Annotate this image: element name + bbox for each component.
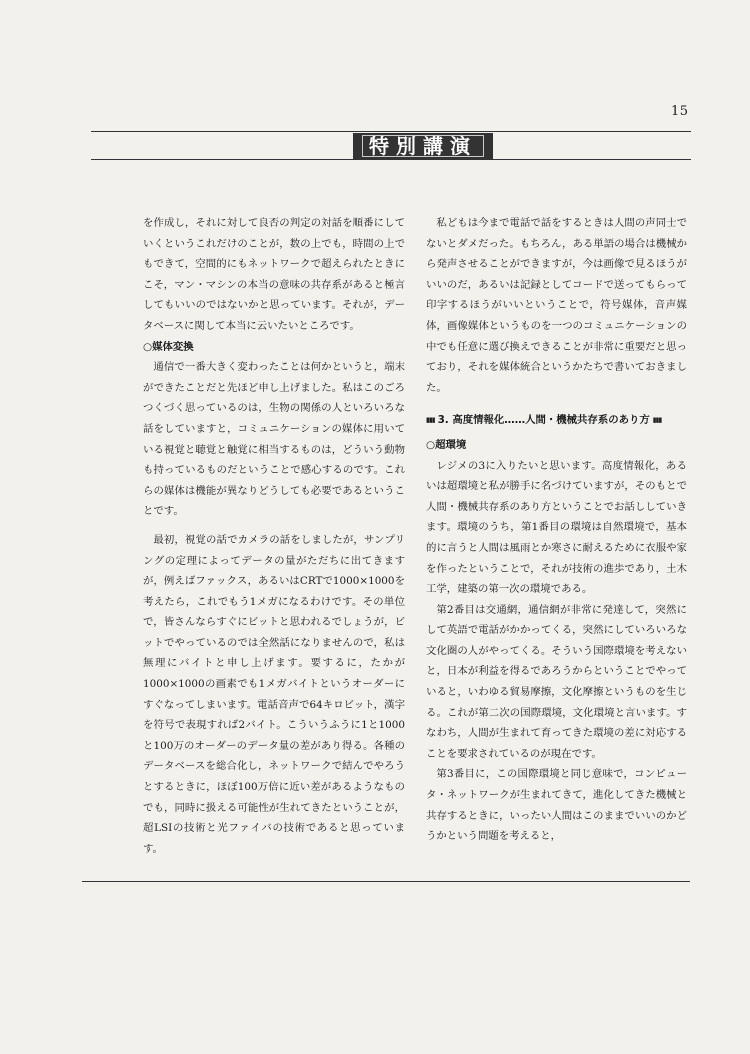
banner-title: 特別講演 <box>362 135 484 157</box>
left-paragraph: を作成し，それに対して良否の判定の対話を順番にしていくというこれだけのことが，数の上でも，時間の上でもできて，空間的にもネットワークで超えられたときにこそ，マン・マシンの本当の意味の共存系があると極言してもいいのではないかと思っています。それが，データベースに関して本当に云いたいところです。 <box>143 217 405 332</box>
bars-left-icon: ▮▮▮ <box>426 416 435 425</box>
footer-rule <box>82 881 690 882</box>
bars-right-icon: ▮▮▮ <box>652 416 662 425</box>
left-paragraph: 通信で一番大きく変わったことは何かというと，端末ができたことだと先ほど申し上げました。私はこのごろつくづく思っているのは，生物の関係の人といろいろな話をしていますと，コミュニケーションの媒体に用いている視覚と聴覚と触覚に相当するものは，どういう動物も持っているものだということで感心するのです。これらの媒体は機能が異なりどうしても必要であるということです。 <box>143 361 405 518</box>
right-column <box>426 213 687 847</box>
section-heading-text: 3. 高度情報化……人間・機械共存系のあり方 <box>437 414 650 427</box>
right-paragraph: 私どもは今まで電話で話をするときは人間の声同士でないとダメだった。もちろん，ある単語の場合は機械から発声させることができますが，今は画像で見るほうがいいのだ，あるいは記録としてコードで送ってもらって印字するほうがいいということで，符号媒体，音声媒体，画像媒体というものを一つのコミュニケーションの中でも任意に選び換えできることが非常に重要だと思っており，それを媒体統合というかたちで書いておきました。 <box>426 217 687 394</box>
right-paragraph: レジメの3に入りたいと思います。高度情報化，あるいは超環境と私が勝手に名づけていますが，そのもとで人間・機械共存系のあり方ということでお話ししていきます。環境のうち，第1番目の環境は自然環境で，基本的に言うと人間は風雨とか寒さに耐えるために衣服や家を作ったということで，それが技術の進歩であり，土木工学，建築の第一次の環境である。 <box>426 459 687 596</box>
header-rule-top <box>91 131 691 132</box>
left-paragraph: 最初，視覚の話でカメラの話をしましたが，サンプリングの定理によってデータの量がただちに出てきますが，例えばファックス，あるいはCRTで1000×1000を考えたら，これでもう1メガになるわけです。その単位で，皆さんならすぐにビットと思われるでしょうが，ビットでやっているのでは全然話になりませんので，私は無理にバイトと申し上げます。要するに，たかが1000×1000の画素でも1メガバイトというオーダーにすぐなってしまいます。電話音声で64キロビット，漢字を符号で表現すれば2バイト。こういうふうに1と1000と100万のオーダーのデータ量の差があり得る。各種のデータベースを総合化し，ネットワークで結んでやろうとするときに，ほぼ100万倍に近い差があるようなものでも，同時に扱える可能性が生れてきたということが，超LSIの技術と光ファイバの技術であると思っています。 <box>143 533 405 855</box>
right-paragraph: 第2番目は交通網，通信網が非常に発達して，突然にして英語で電話がかかってくる，突然にしていろいろな文化圏の人がやってくる。そういう国際環境を考えないと，日本が利益を得るであろうからということでやっていると，いわゆる貿易摩擦，文化摩擦というものを生じる。これが第二次の国際環境，文化環境と言います。すなわち，人間が生まれて育ってきた環境の差に対応することを要求されているのが現在です。 <box>426 603 687 760</box>
heading-super-environment: ○超環境 <box>426 438 467 451</box>
section-heading <box>426 410 687 431</box>
left-column <box>143 213 405 859</box>
page-number: 15 <box>671 104 689 119</box>
section-banner <box>353 133 493 159</box>
heading-media-conversion: ○媒体変換 <box>143 340 194 353</box>
right-paragraph: 第3番目に，この国際環境と同じ意味で，コンピュータ・ネットワークが生まれてきて，進化してきた機械と共存するときに，いったい人間はこのままでいいのかどうかという問題を考えると， <box>426 768 687 843</box>
header-rule-bottom <box>91 159 691 160</box>
